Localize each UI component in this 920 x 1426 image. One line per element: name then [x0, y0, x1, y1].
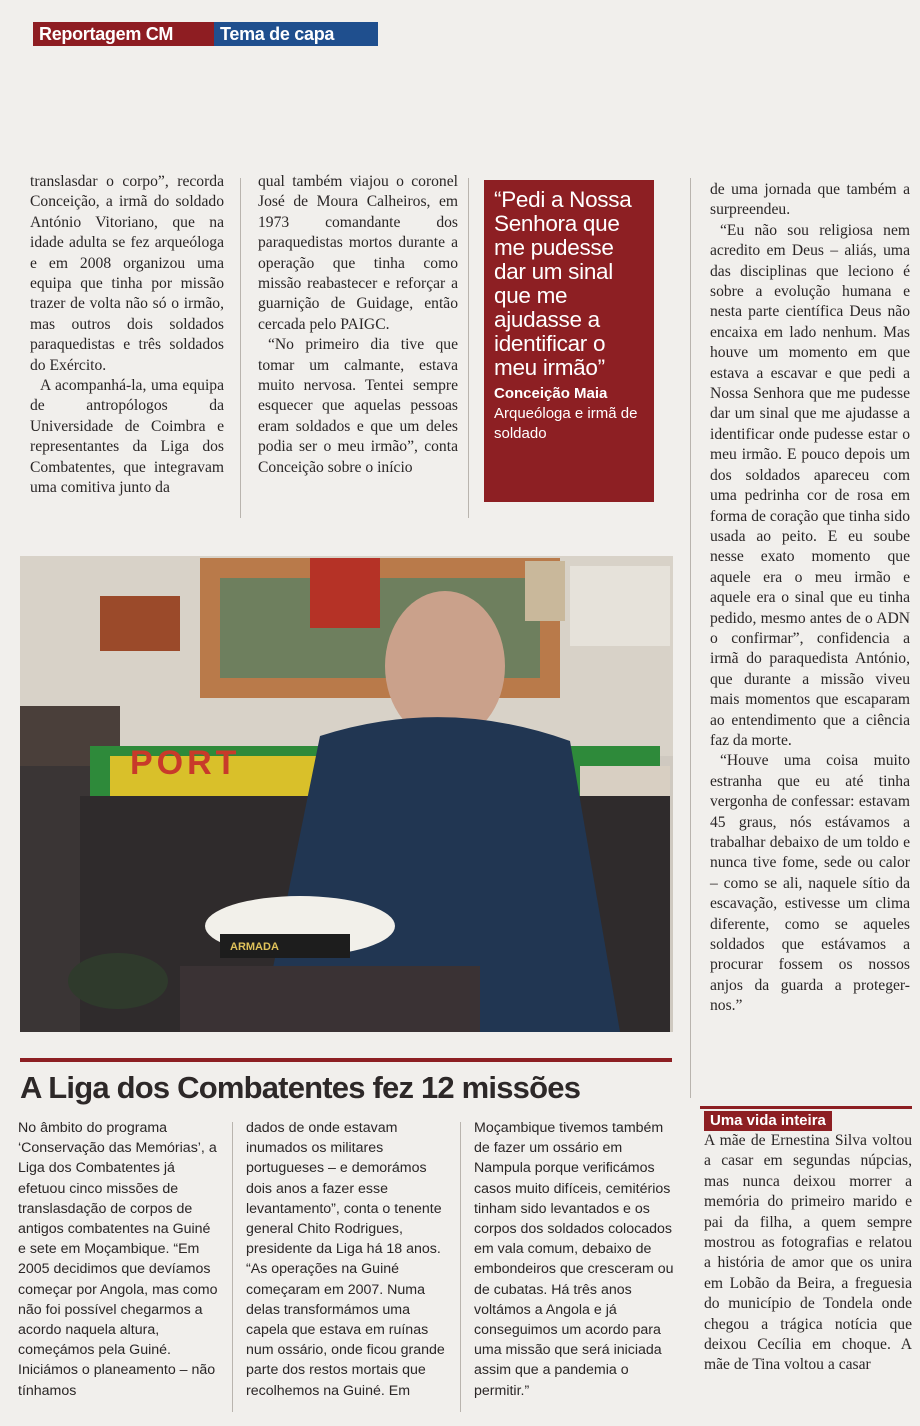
paragraph: A acompanhá-la, uma equipa de antropólogos da Universidade de Coimbra e representantes da Liga dos Combatentes, que integravam uma comitiva junto da [30, 377, 224, 497]
side-box-rule [700, 1106, 912, 1109]
column-divider [240, 178, 241, 518]
box-column-3 [474, 1118, 674, 1401]
pull-quote-text: “Pedi a Nossa Senhora que me pudesse dar um sinal que me ajudasse a identificar o meu irmão” [494, 187, 632, 380]
section-rule [20, 1058, 672, 1062]
article-column-4 [710, 180, 910, 1017]
box-column-2 [246, 1118, 446, 1401]
pull-quote-name: Conceição Maia [494, 385, 608, 402]
photo-illustration [20, 556, 673, 1032]
column-divider [690, 178, 691, 1098]
side-box-text [704, 1131, 912, 1376]
paragraph: dados de onde estavam inumados os militares portugueses – e demorámos dois anos a fazer esse levantamento”, conta o tenente general Chito Rodrigues, presidente da Liga há 18 anos. “As operações na Guiné começaram em 2007. Numa delas transformámos uma capela que estava em ruínas num ossário, onde ficou grande parte dos restos mortais que recolhemos na Guiné. Em [246, 1120, 445, 1399]
paragraph: “Eu não sou religiosa nem acredito em Deus – aliás, uma das disciplinas que leciono é sobre a evolução humana e nesta parte científica Deus não encaixa em lado nenhum. Mas houve um momento em que estava a escavar e que pedi a Nossa Senhora que me pudesse dar um sinal que me ajudasse a identificar onde pudesse estar o meu irmão. E pouco depois um dos soldados apareceu com uma pedrinha cor de rosa em forma de coração que tinha sido usada ao peito. E eu soube nesse exato momento que aquele era o meu irmão e aquele era o sinal que eu tinha pedido, mesmo antes de o ADN o confirmar”, confidencia a irmã do paraquedista António, que durante a missão viveu mais momentos que escaparam ao entendimento que a ciência faz da morte. [710, 221, 910, 749]
banner-text: PORT [130, 744, 241, 782]
column-divider [460, 1122, 461, 1412]
column-divider [232, 1122, 233, 1412]
pull-quote-role: Arqueóloga e irmã de soldado [494, 405, 638, 442]
paragraph: Moçambique tivemos também de fazer um ossário em Nampula porque verificámos casos muito difíceis, cemitérios tinham sido levantados e os corpos dos soldados colocados em vala comum, debaixo de embondeiros que cresceram ou de cubatas. Há três anos voltámos a Angola e já conseguimos um acordo para uma missão que será iniciada assim que a pandemia o permitir.” [474, 1120, 674, 1399]
pull-quote [484, 180, 654, 502]
paragraph: “No primeiro dia tive que tomar um calmante, estava muito nervosa. Tentei sempre esquecer que aquelas pessoas eram soldados e que um deles podia ser o meu irmão”, conta Conceição sobre o início [258, 336, 458, 476]
paragraph: A mãe de Ernestina Silva voltou a casar em segundas núpcias, mas nunca deixou morrer a memória do primeiro marido e pai da filha, a quem sempre mostrou as fotografias e relatou a história de amor que os unira em Lobão da Beira, a freguesia do município de Tondela onde chegou a trágica notícia que deixou Cecília em choque. A mãe de Tina voltou a casar [704, 1132, 912, 1374]
section-tag-reportagem: Reportagem CM [33, 22, 221, 46]
cap-text: ARMADA [230, 941, 279, 953]
section-tag-tema-de-capa: Tema de capa [214, 22, 378, 46]
article-column-1 [30, 172, 224, 499]
box-headline: A Liga dos Combatentes fez 12 missões [20, 1070, 581, 1105]
photo-carlos-claudio-rosa [20, 556, 673, 1032]
paragraph: qual também viajou o coronel José de Moura Calheiros, em 1973 comandante dos paraquedistas mortos durante a operação que tinha como missão reabastecer e reforçar a guarnição de Guidage, então cercada pelo PAIGC. [258, 173, 458, 333]
side-box-tag: Uma vida inteira [704, 1111, 832, 1131]
paragraph: No âmbito do programa ‘Conservação das Memórias’, a Liga dos Combatentes já efetuou cinco missões de translasdação de corpos de antigos combatentes na Guiné e sete em Moçambique. “Em 2005 decidimos que devíamos começar por Angola, mas como não foi possível chegarmos a acordo naquela altura, começámos pela Guiné. Iniciámos o planeamento – não tínhamos [18, 1120, 218, 1399]
paragraph: de uma jornada que também a surpreendeu. [710, 181, 910, 219]
paragraph: translasdar o corpo”, recorda Conceição, a irmã do soldado António Vitoriano, que na idade adulta se fez arqueóloga e em 2008 organizou uma equipa que tinha por missão trazer de volta não só o irmão, mas outros dois soldados paraquedistas e três soldados do Exército. [30, 173, 224, 374]
paragraph: “Houve uma coisa muito estranha que eu até tinha vergonha de confessar: estavam 45 graus, nós estávamos a trabalhar debaixo de um toldo e nunca tive fome, sede ou calor – como se ali, naquele sítio da escavação, estivesse um clima diferente, como se aqueles soldados que estávamos a procurar fossem os nossos anjos da guarda a proteger-nos.” [710, 752, 910, 1015]
column-divider [468, 178, 469, 518]
box-column-1 [18, 1118, 218, 1401]
article-column-2 [258, 172, 458, 478]
